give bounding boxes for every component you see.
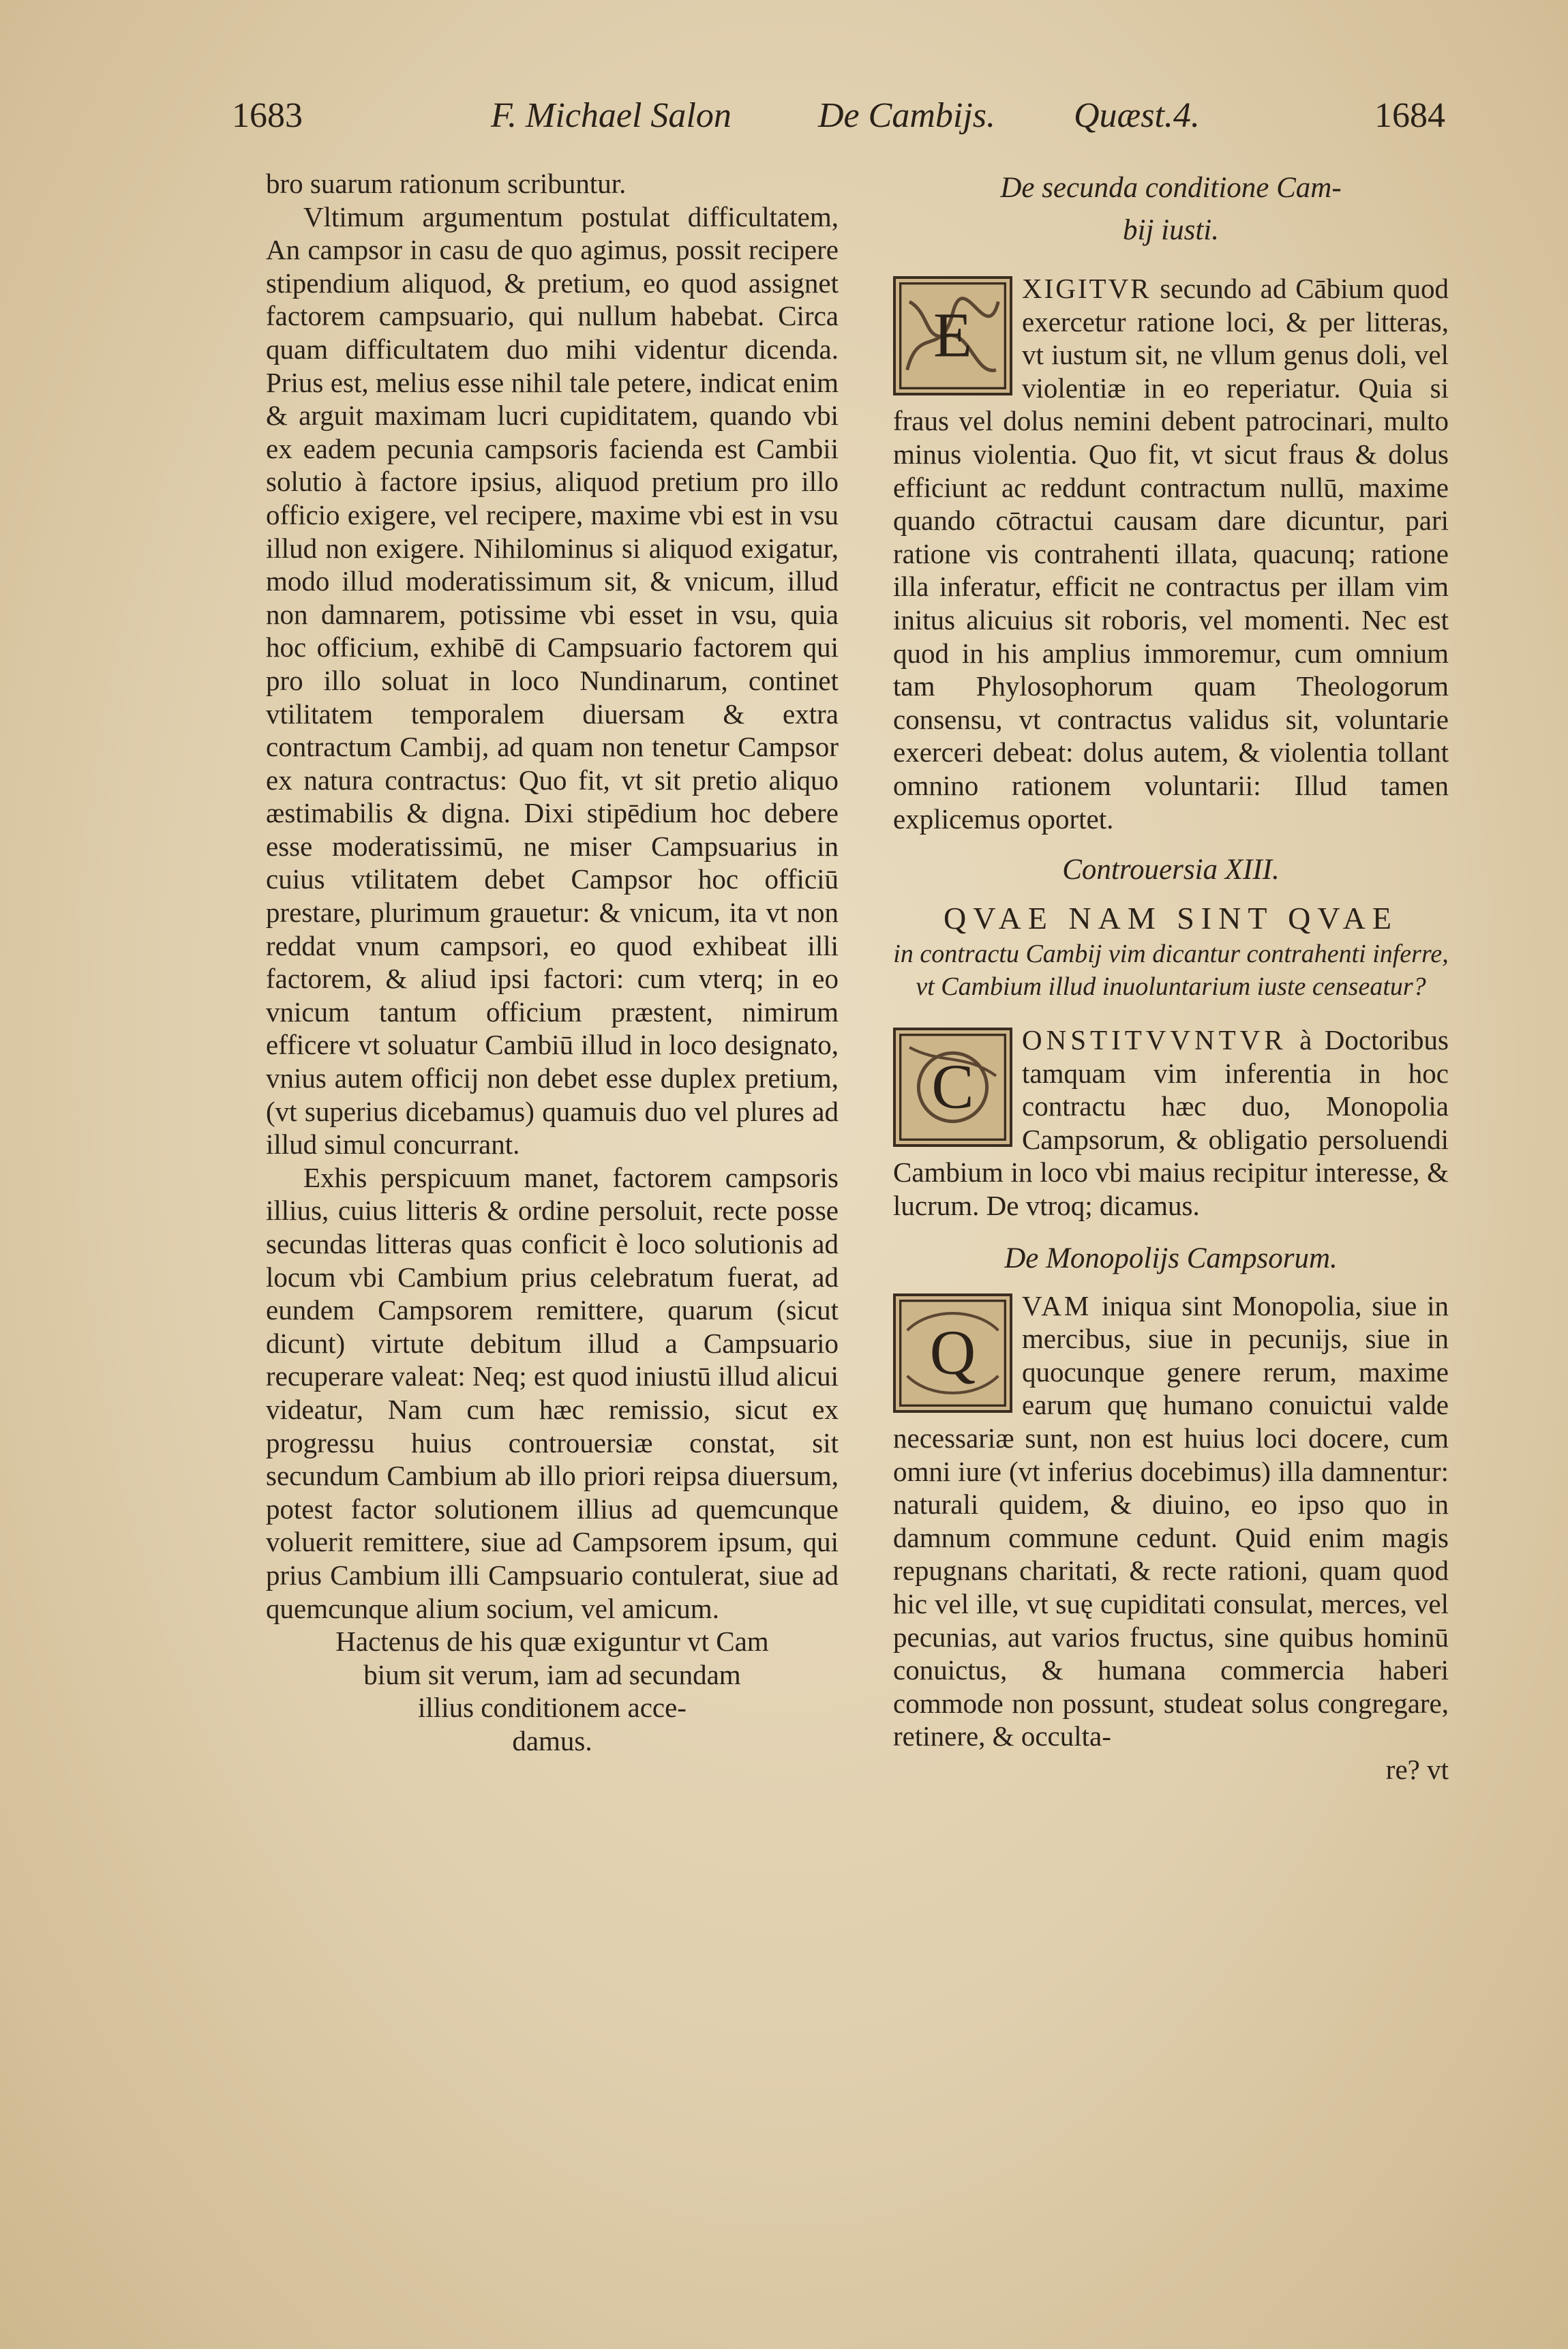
section-heading-line-2: bij iusti.	[1123, 214, 1219, 246]
decorated-initial-e-icon	[893, 276, 1012, 395]
controversia-heading: Controuersia XIII.	[1062, 854, 1280, 886]
left-closing-paragraph	[266, 1625, 839, 1757]
para-2-text: à Doctoribus tamquam vim inferentia in hoc contractu hæc duo, Monopolia Campsorum, & obligatio persoluendi Cambium in loco vbi maius recipitur interesse, & lucrum. De vtroq; dicamus.	[893, 1024, 1449, 1222]
decorated-initial-c-icon	[893, 1028, 1012, 1147]
catchword: re? vt	[1385, 1753, 1449, 1785]
closing-line-4: damus.	[512, 1724, 592, 1756]
decorated-initial-q-icon	[893, 1293, 1012, 1413]
page-number-right: 1684	[1374, 96, 1445, 135]
para-1-lead-caps: XIGITVR	[1022, 273, 1151, 304]
right-column	[893, 167, 1449, 1786]
svg-text:C: C	[931, 1051, 974, 1122]
left-paragraph-3: Exhis perspicuum manet, factorem campsoris illius, cuius litteris & ordine persoluit, recte posse secundas litteras quas conficit è loco solutionis ad locum vbi Cambium prius celebratum fuerat, ad eundem Campsorem remittere, quarum (sicut dicunt) virtute debitum illud a Campsuario recuperare valeat: Neq; est quod iniustū illud alicui videatur, Nam cum hæc remissio, sicut ex progressu huius controuersiæ constat, sit secundum Cambium ab illo priori reipsa diuersum, potest factor solutionem illius ad quemcunque voluerit remittere, siue ad Campsorem ipsum, qui prius Cambium illi Campsuario contulerat, siue ad quemcunque alium socium, vel amicum.	[266, 1161, 839, 1624]
para-2-lead-caps: ONSTITVVNTVR	[1022, 1024, 1287, 1056]
para-3-lead-caps: VAM	[1022, 1289, 1092, 1321]
running-head-quaestio: Quæst.4.	[1074, 96, 1200, 135]
running-head-title: De Cambijs.	[818, 96, 995, 135]
page-number-left: 1683	[232, 96, 303, 135]
left-paragraph-2: Vltimum argumentum postulat difficultatem, An campsor in casu de quo agimus, possit recipere stipendium aliquod, & pretium, eo quod assignet factorem campsuario, qui nullum habebat. Circa quam difficultatem duo mihi videntur dicenda. Prius est, melius esse nihil tale petere, indicat enim & arguit maximam lucri cupiditatem, quando vbi ex eadem pecunia campsoris facienda est Cambii solutio à factore ipsius, aliquod pretium pro illo officio exigere, vel recipere, maxime vbi est in vsu illud non exigere. Nihilominus si aliquod exigatur, modo illud moderatissimum sit, & vnicum, illud non damnarem, potissime vbi esset in vsu, quia hoc officium, exhibē di Campsuario factorem qui pro illo soluat in loco Nundinarum, continet vtilitatem temporalem diuersam & extra contractum Cambij, ad quam non tenetur Campsor ex natura contractus: Quo fit, vt sit pretio aliquo æstimabilis & digna. Dixi stipēdium hoc debere esse moderatissimū, ne miser Campsuarius in cuius vtilitatem debet Campsor hoc officiū prestare, plurimum grauetur: & vnicum, ita vt non reddat vnum campsori, eo quod exhibeat illi factorem, & aliud ipsi factori: cum vterq; in eo vnicum tantum officium præstent, nimirum efficere vt soluatur Cambiū illud in loco designato, vnius autem officij non debet esse duplex pretium, (vt superius dicebamus) quamuis duo vel plures ad illud simul concurrant.	[266, 200, 839, 1161]
question-caps: QVAE NAM SINT QVAE	[944, 901, 1398, 936]
running-head-author: F. Michael Salon	[491, 96, 732, 135]
svg-text:Q: Q	[929, 1317, 976, 1388]
para-1-text: secundo ad Cābium quod exercetur ratione loci, & per litteras, vt iustum sit, ne vllum genus doli, vel violentiæ in eo reperiatur. Quia si fraus vel dolus nemini debent patrocinari, multo minus violentia. Quo fit, vt sicut fraus & dolus efficiunt ac reddunt contractum nullū, maxime quando cōtractui causam dare dicuntur, pari ratione vis contrahenti illata, quacunq; ratione illa inferatur, efficit ne contractus per illam vim initus alicuius sit roboris, vel momenti. Nec est quod in his amplius immoremur, cum omnium tam Phylosophorum quam Theologorum consensu, vt contractus validus sit, voluntarie exerceri debeat: dolus autem, & violentia tollant omnino rationem voluntarii: Illud tamen explicemus oportet.	[893, 273, 1449, 835]
section-heading-secunda-conditione	[893, 167, 1449, 252]
closing-line-2: bium sit verum, iam ad secundam	[363, 1658, 741, 1690]
section-heading-line-1: De secunda conditione Cam-	[1000, 172, 1342, 204]
section-heading-monopolijs: De Monopolijs Campsorum.	[1004, 1242, 1338, 1274]
question-subtitle: in contractu Cambij vim dicantur contrahenti inferre, vt Cambium illud inuoluntarium iuste censeatur?	[893, 940, 1449, 1002]
closing-line-1: Hactenus de his quæ exiguntur vt Cam	[335, 1626, 769, 1658]
closing-line-3: illius conditionem acce-	[418, 1692, 687, 1724]
left-paragraph-1: bro suarum rationum scribuntur.	[266, 168, 627, 199]
left-column	[266, 167, 839, 1758]
para-3-text: iniqua sint Monopolia, siue in mercibus, siue in pecunijs, siue in quocunque genere rerum, maxime earum quę humano conuictui valde necessariæ sunt, non est huius loci docere, cum omni iure (vt inferius docebimus) illa damnentur: naturali quidem, & diuino, eo ipso quo in damnum commune cedunt. Quid enim magis repugnans charitati, & recte rationi, quam quod hic vel ille, vt suę cupiditati consulat, merces, vel pecunias, aut varios fructus, sine quibus hominū conuictus, & humana commercia haberi commode non possunt, studeat solus congregare, retinere, & occulta-	[893, 1289, 1449, 1752]
running-header	[232, 95, 1445, 157]
svg-text:E: E	[933, 300, 973, 371]
